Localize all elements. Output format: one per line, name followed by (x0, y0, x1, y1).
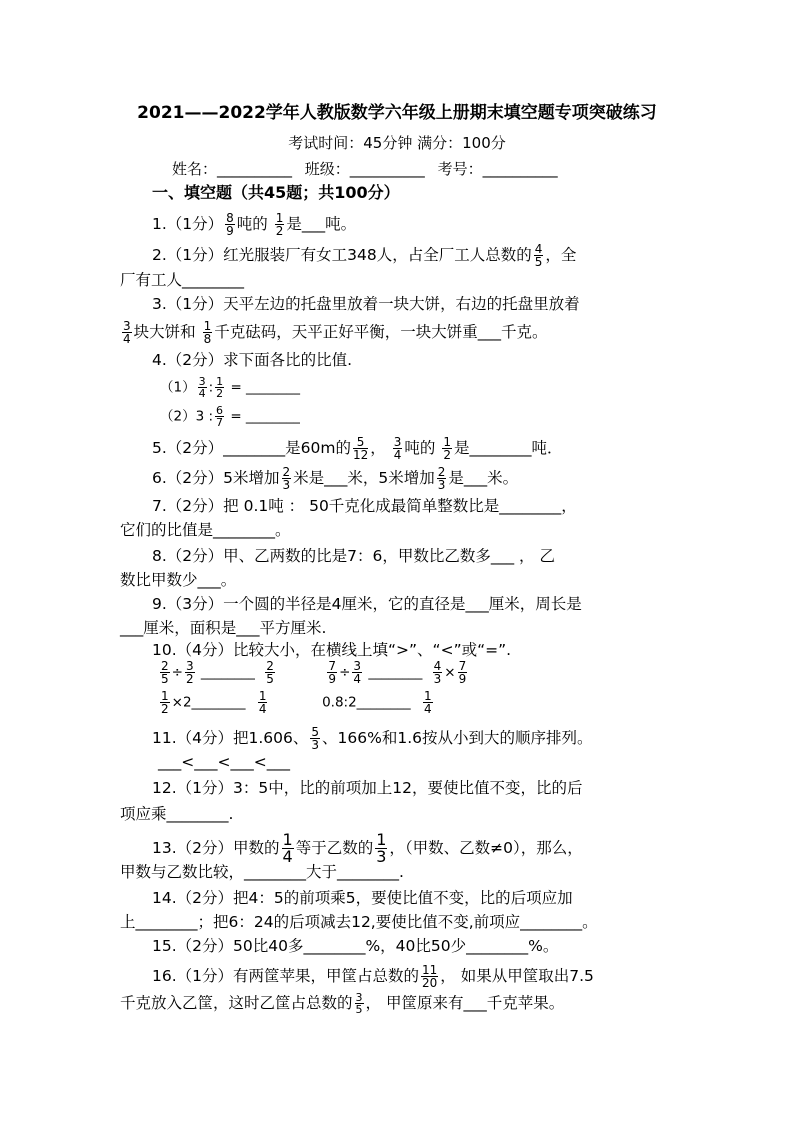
question-3: 3.（1分）天平左边的托盘里放着一块大饼，右边的托盘里放着 (152, 295, 580, 313)
exam-info: 考试时间：45分钟 满分：100分 (288, 134, 506, 152)
fraction: $\frac{6}{7}$ (216, 404, 224, 429)
question-4: 4.（2分）求下面各比的比值. (152, 351, 353, 369)
question-10-row-2: $\frac{1}{2}$ ×2________ $\frac{1}{4}$ 0.8:2________ $\frac{1}{4}$ (161, 689, 432, 716)
fraction: $\frac{2}{5}$ (266, 659, 274, 686)
fraction: $\frac{2}{3}$ (282, 465, 291, 492)
question-9-cont: ___厘米，面积是___平方厘米. (120, 619, 327, 637)
question-13-cont: 甲数与乙数比较，________大于________. (120, 863, 404, 881)
fraction: $\frac{1}{4}$ (282, 830, 293, 866)
fraction: $\frac{1}{8}$ (203, 319, 212, 346)
fraction: $\frac{2}{3}$ (437, 465, 446, 492)
question-12: 12.（1分）3：5中，比的前项加上12，要使比值不变，比的后 (152, 779, 583, 797)
question-11: 11.（4分）把1.606、 $\frac{5}{3}$ 、166%和1.6按从小到大的顺序排列。 (152, 725, 593, 752)
question-6: 6.（2分）5米增加 $\frac{2}{3}$ 米是___米，5米增加 $\frac{2}{3}$ 是___米。 (152, 465, 519, 492)
fraction: $\frac{3}{5}$ (355, 991, 363, 1016)
question-2: 2.（1分）红光服装厂有女工348人，占全厂工人总数的 $\frac{4}{5}$ ，全 (152, 242, 577, 269)
fraction: $\frac{5}{12}$ (352, 435, 369, 462)
fraction: $\frac{3}{4}$ (198, 375, 206, 400)
fraction: $\frac{1}{2}$ (275, 211, 284, 238)
fraction: $\frac{1}{4}$ (258, 689, 267, 716)
fraction: $\frac{5}{3}$ (311, 725, 320, 752)
question-12-cont: 项应乘________. (120, 805, 234, 823)
fraction: $\frac{2}{5}$ (161, 659, 169, 686)
question-1: 1.（1分） $\frac{8}{9}$ 吨的 $\frac{1}{2}$ 是___吨。 (152, 211, 357, 238)
fraction: $\frac{1}{4}$ (423, 689, 432, 716)
question-3-cont: $\frac{3}{4}$ 块大饼和 $\frac{1}{8}$ 千克砝码，天平正好平衡，一块大饼重___千克。 (123, 319, 548, 346)
question-14-cont: 上________；把6：24的后项减去12,要使比值不变,前项应________。 (120, 913, 598, 931)
question-14: 14.（2分）把4：5的前项乘5，要使比值不变，比的后项应加 (152, 889, 573, 907)
fraction: $\frac{8}{9}$ (226, 211, 234, 238)
fraction: $\frac{7}{9}$ (328, 659, 337, 686)
fraction: $\frac{3}{4}$ (393, 435, 402, 462)
question-11-cont: ___<___<___<___ (158, 753, 290, 771)
question-2-cont: 厂有工人________ (120, 271, 245, 289)
student-info (172, 158, 566, 179)
question-8: 8.（2分）甲、乙两数的比是7：6，甲数比乙数多___ ， 乙 (152, 547, 555, 565)
question-15: 15.（2分）50比40多________%，40比50少________%。 (152, 937, 559, 955)
fraction: $\frac{7}{9}$ (458, 659, 467, 686)
question-10-row-1: $\frac{2}{5}$ ÷ $\frac{3}{2}$ ________ $\frac{2}{5}$ $\frac{7}{9}$ ÷ $\frac{3}{4}$ ________ $\frac{4}{3}$ × $\frac{7}{9}$ (161, 659, 467, 686)
fraction: $\frac{1}{2}$ (216, 375, 224, 400)
fraction: $\frac{1}{2}$ (161, 689, 169, 716)
question-7-cont: 它们的比值是________。 (120, 521, 291, 539)
fraction: $\frac{3}{4}$ (123, 319, 131, 346)
question-5: 5.（2分）________是60m的 $\frac{5}{12}$ ， $\frac{3}{4}$ 吨的 $\frac{1}{2}$ 是________吨． (152, 435, 563, 462)
question-4-part-1: （1） $\frac{3}{4}$ : $\frac{1}{2}$ = ________ (160, 375, 301, 400)
question-7: 7.（2分）把 0.1吨 ： 50千克化成最简单整数比是________， (152, 497, 577, 515)
name-field: 姓名：__________ (172, 160, 293, 178)
question-9: 9.（3分）一个圆的半径是4厘米，它的直径是___厘米，周长是 (152, 595, 582, 613)
fraction: $\frac{3}{2}$ (185, 659, 194, 686)
fraction: $\frac{1}{2}$ (443, 435, 451, 462)
question-10: 10.（4分）比较大小，在横线上填“>”、“<”或“=”. (152, 641, 512, 659)
fraction: $\frac{1}{3}$ (376, 830, 387, 866)
section-title: 一、填空题（共45题；共100分） (152, 183, 400, 202)
fraction: $\frac{4}{5}$ (534, 242, 543, 269)
number-field: 考号：__________ (437, 160, 558, 178)
question-16-cont: 千克放入乙筐，这时乙筐占总数的 $\frac{3}{5}$ ， 甲筐原来有___千克苹果。 (120, 991, 565, 1016)
question-16: 16.（1分）有两筐苹果，甲筐占总数的 $\frac{11}{20}$ ， 如果从甲筐取出7.5 (152, 963, 594, 990)
class-field: 班级：__________ (304, 160, 425, 178)
fraction: $\frac{11}{20}$ (422, 963, 438, 990)
question-4-part-2: （2）3 : $\frac{6}{7}$ = ________ (160, 404, 300, 429)
question-13: 13.（2分）甲数的 $\frac{1}{4}$ 等于乙数的 $\frac{1}{3}$ ，（甲数、乙数≠0），那么， (152, 830, 583, 866)
fraction: $\frac{4}{3}$ (433, 659, 442, 686)
page-title: 2021——2022学年人教版数学六年级上册期末填空题专项突破练习 (137, 103, 657, 123)
fraction: $\frac{3}{4}$ (353, 659, 362, 686)
question-8-cont: 数比甲数少___。 (120, 571, 237, 589)
